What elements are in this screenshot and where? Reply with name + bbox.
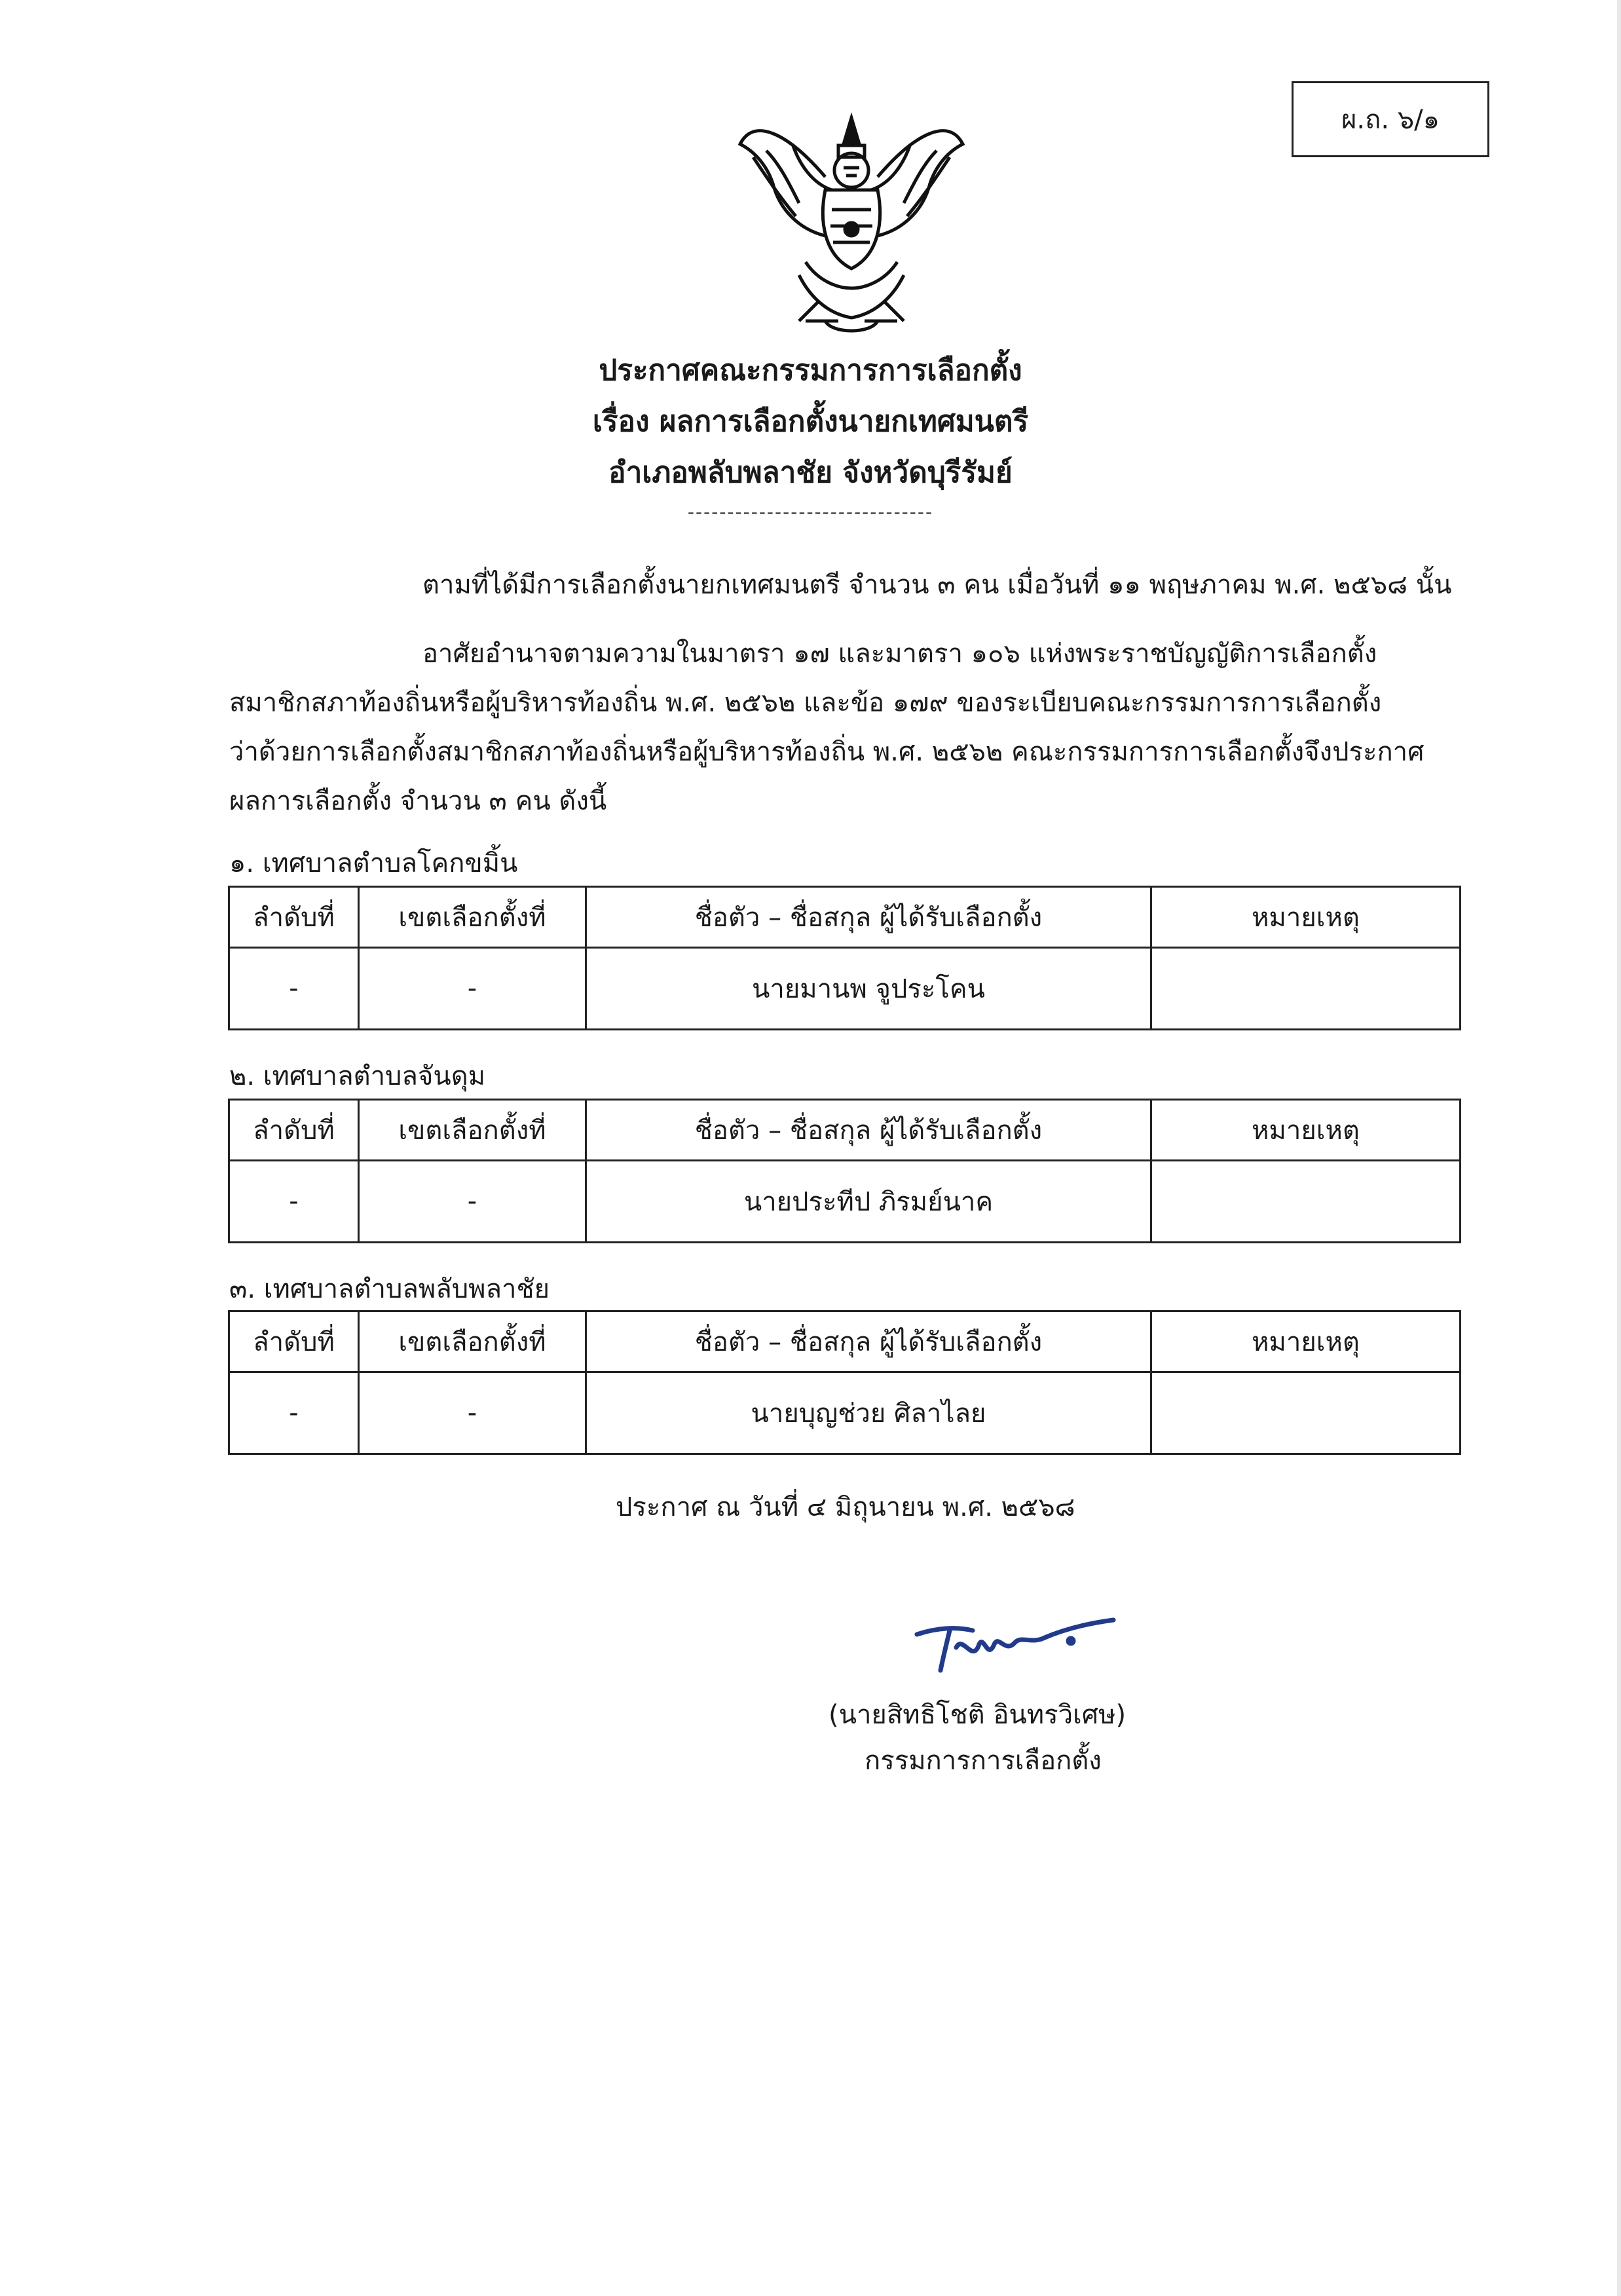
header-district: เขตเลือกตั้งที่	[359, 887, 586, 948]
cell-order: -	[229, 948, 359, 1030]
intro-paragraph: ตามที่ได้มีการเลือกตั้งนายกเทศมนตรี จำนวน ๓ คน เมื่อวันที่ ๑๑ พฤษภาคม พ.ศ. ๒๕๖๘ นั้น	[422, 570, 1452, 600]
garuda-emblem-icon	[727, 105, 976, 347]
table-header-row	[229, 1100, 1461, 1161]
table-header-row	[229, 1311, 1461, 1372]
signer-position: กรรมการการเลือกตั้ง	[865, 1746, 1102, 1776]
header-name: ชื่อตัว – ชื่อสกุล ผู้ได้รับเลือกตั้ง	[586, 1100, 1151, 1161]
header-district: เขตเลือกตั้งที่	[359, 1311, 586, 1372]
heading-line-3: อำเภอพลับพลาชัย จังหวัดบุรีรัมย์	[608, 456, 1013, 489]
cell-district: -	[359, 948, 586, 1030]
result-table-2	[228, 1099, 1461, 1243]
heading-separator: -------------------------------	[687, 501, 934, 523]
cell-order: -	[229, 1161, 359, 1243]
authority-line-1: อาศัยอำนาจตามความในมาตรา ๑๗ และมาตรา ๑๐๖ แห่งพระราชบัญญัติการเลือกตั้ง	[422, 639, 1377, 669]
cell-district: -	[359, 1372, 586, 1454]
handwritten-signature-icon	[910, 1608, 1120, 1680]
section-title-1: ๑. เทศบาลตำบลโคกขมิ้น	[229, 848, 518, 878]
authority-line-3: ว่าด้วยการเลือกตั้งสมาชิกสภาท้องถิ่นหรือผู้บริหารท้องถิ่น พ.ศ. ๒๕๖๒ คณะกรรมการการเลือกตั้งจึงประกาศ	[229, 737, 1425, 767]
cell-name: นายประทีป ภิรมย์นาค	[586, 1161, 1151, 1243]
page-edge-shadow	[1617, 0, 1621, 2296]
header-remark: หมายเหตุ	[1151, 1100, 1461, 1161]
form-code: ผ.ถ. ๖/๑	[1341, 105, 1440, 135]
authority-line-2: สมาชิกสภาท้องถิ่นหรือผู้บริหารท้องถิ่น พ.ศ. ๒๕๖๒ และข้อ ๑๗๙ ของระเบียบคณะกรรมการการเลือกตั้ง	[229, 688, 1382, 718]
table-row	[229, 1372, 1461, 1454]
authority-line-4: ผลการเลือกตั้ง จำนวน ๓ คน ดังนี้	[229, 786, 607, 816]
header-remark: หมายเหตุ	[1151, 1311, 1461, 1372]
header-order: ลำดับที่	[229, 1100, 359, 1161]
header-order: ลำดับที่	[229, 887, 359, 948]
heading-line-2: เรื่อง ผลการเลือกตั้งนายกเทศมนตรี	[592, 405, 1029, 438]
signer-name: (นายสิทธิโชติ อินทรวิเศษ)	[829, 1700, 1127, 1730]
announcement-date: ประกาศ ณ วันที่ ๔ มิถุนายน พ.ศ. ๒๕๖๘	[616, 1492, 1075, 1522]
table-row	[229, 948, 1461, 1030]
heading-line-1: ประกาศคณะกรรมการการเลือกตั้ง	[599, 354, 1022, 387]
result-table-3	[228, 1310, 1461, 1455]
header-order: ลำดับที่	[229, 1311, 359, 1372]
cell-name: นายมานพ จูประโคน	[586, 948, 1151, 1030]
cell-remark	[1151, 948, 1461, 1030]
cell-remark	[1151, 1372, 1461, 1454]
header-name: ชื่อตัว – ชื่อสกุล ผู้ได้รับเลือกตั้ง	[586, 1311, 1151, 1372]
section-title-2: ๒. เทศบาลตำบลจันดุม	[229, 1061, 486, 1091]
header-remark: หมายเหตุ	[1151, 887, 1461, 948]
table-header-row	[229, 887, 1461, 948]
form-code-box	[1292, 81, 1489, 157]
table-row	[229, 1161, 1461, 1243]
header-district: เขตเลือกตั้งที่	[359, 1100, 586, 1161]
header-name: ชื่อตัว – ชื่อสกุล ผู้ได้รับเลือกตั้ง	[586, 887, 1151, 948]
cell-name: นายบุญช่วย ศิลาไลย	[586, 1372, 1151, 1454]
cell-district: -	[359, 1161, 586, 1243]
cell-remark	[1151, 1161, 1461, 1243]
result-table-1	[228, 886, 1461, 1030]
cell-order: -	[229, 1372, 359, 1454]
section-title-3: ๓. เทศบาลตำบลพลับพลาชัย	[229, 1274, 550, 1304]
